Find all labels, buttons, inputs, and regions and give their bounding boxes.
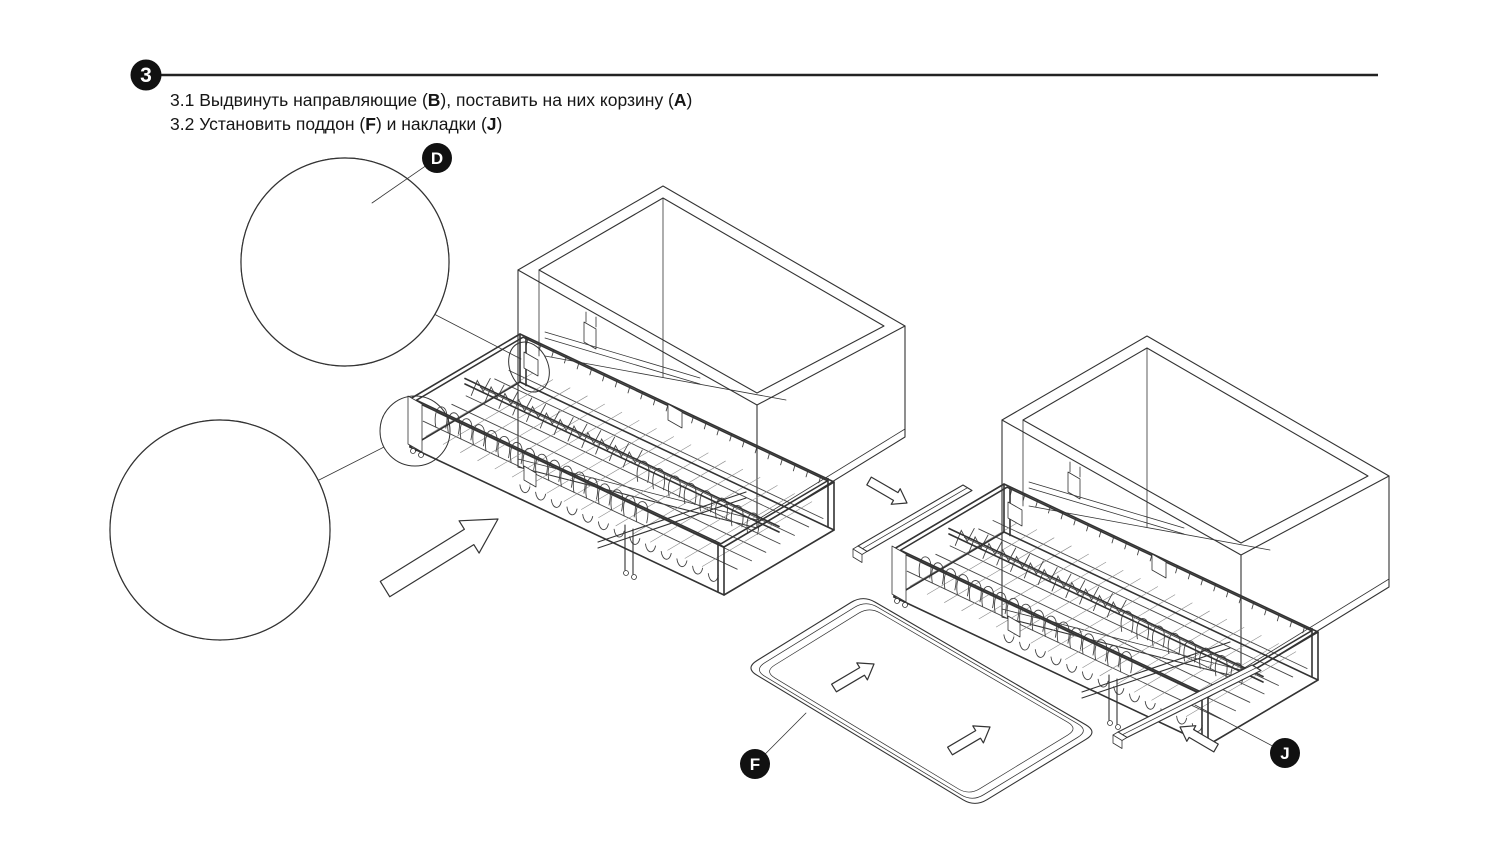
step-badge: [131, 60, 162, 91]
instruction-text: ), поставить на них корзину (: [440, 90, 674, 110]
leader-detail-top: [434, 314, 521, 359]
install-arrow-rear-strip: [867, 477, 907, 504]
part-ref-f: F: [365, 113, 376, 134]
trim-strip-rear: [853, 485, 972, 563]
instruction-text: 3.1 Выдвинуть направляющие (: [170, 90, 428, 110]
instruction-text: ): [496, 113, 503, 134]
instruction-text: 3.2 Установить поддон (: [170, 113, 366, 134]
instruction-text: ): [686, 90, 693, 110]
detail-circle-bottom: [110, 417, 330, 648]
part-ref-a: A: [673, 90, 687, 110]
badge-d-letter: D: [430, 149, 444, 168]
leader-detail-bottom: [319, 447, 384, 480]
instructions: [170, 89, 692, 136]
instruction-3-1: [170, 89, 692, 113]
leader-badge-f: [766, 713, 806, 754]
badge-f-letter: F: [749, 755, 761, 774]
part-ref-b: B: [427, 90, 441, 110]
tray: [751, 599, 1092, 804]
badge-j-letter: J: [1280, 744, 1290, 763]
part-ref-j: J: [486, 113, 497, 134]
step-number: 3: [140, 64, 152, 87]
install-arrow-front-strip: [1180, 726, 1218, 752]
badge-f: [740, 713, 806, 779]
instruction-text: ) и накладки (: [375, 113, 487, 134]
detail-circle-top: [236, 148, 458, 366]
instruction-3-2: [170, 113, 692, 137]
push-arrow-large: [380, 519, 498, 597]
